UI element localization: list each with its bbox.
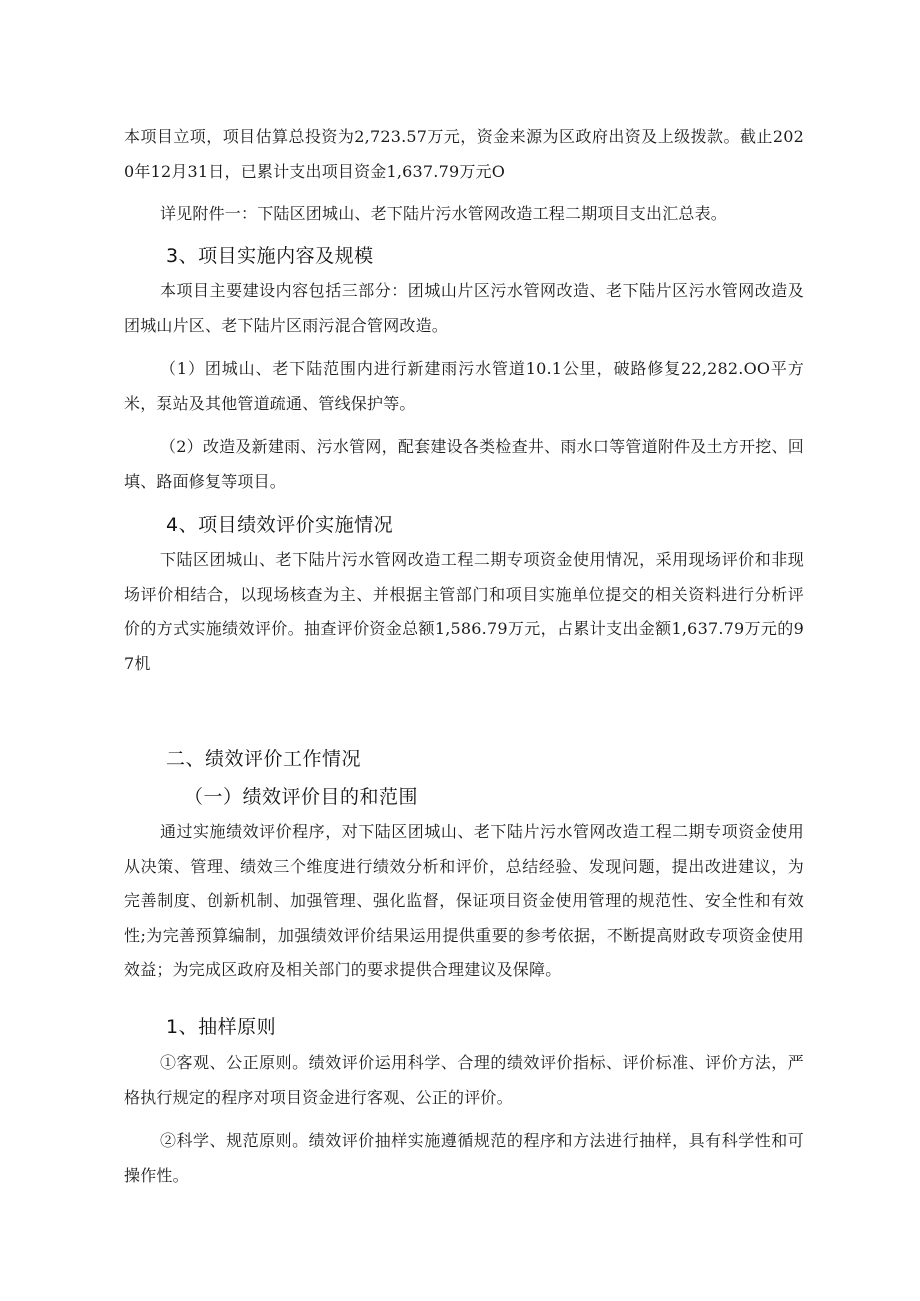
paragraph-purpose: 通过实施绩效评价程序，对下陆区团城山、老下陆片污水管网改造工程二期专项资金使用从决策、管理、绩效三个维度进行绩效分析和评价，总结经验、发现问题，提出改进建议，为完善制度、创新机制、加强管理、强化监督，保证项目资金使用管理的规范性、安全性和有效性;为完善预算编制，加强绩效评价结果运用提供重要的参考依据，不断提高财政专项资金使用效益；为完成区政府及相关部门的要求提供合理建议及保障。 (124, 822, 804, 979)
paragraph-evaluation-implementation: 下陆区团城山、老下陆片污水管网改造工程二期专项资金使用情况，采用现场评价和非现场评价相结合，以现场核查为主、并根据主管部门和项目实施单位提交的相关资料进行分析评价的方式实施绩效评价。抽查评价资金总额1,586.79万元，占累计支出金额1,637.79万元的97机 (124, 550, 804, 673)
paragraph-scope-item-1: （1）团城山、老下陆范围内进行新建雨污水管道10.1公里，破路修复22,282.OO平方米，泵站及其他管道疏通、管线保护等。 (124, 359, 804, 413)
paragraph-principle-scientific: ②科学、规范原则。绩效评价抽样实施遵循规范的程序和方法进行抽样，具有科学性和可操作性。 (124, 1131, 804, 1185)
heading-section-two: 二、绩效评价工作情况 (166, 748, 362, 770)
paragraph-principle-objective: ①客观、公正原则。绩效评价运用科学、合理的绩效评价指标、评价标准、评价方法，严格执行规定的程序对项目资金进行客观、公正的评价。 (124, 1053, 804, 1107)
paragraph-attachment: 详见附件一：下陆区团城山、老下陆片污水管网改造工程二期项目支出汇总表。 (160, 204, 728, 223)
paragraph-investment: 本项目立项，项目估算总投资为2,723.57万元，资金来源为区政府出资及上级拨款。截止2020年12月31日，已累计支出项目资金1,637.79万元O (124, 127, 804, 181)
paragraph-scope: 本项目主要建设内容包括三部分：团城山片区污水管网改造、老下陆片区污水管网改造及团城山片区、老下陆片区雨污混合管网改造。 (124, 281, 804, 335)
paragraph-scope-item-2: （2）改造及新建雨、污水管网，配套建设各类检查井、雨水口等管道附件及土方开挖、回填、路面修复等项目。 (124, 437, 804, 491)
heading-sampling-principles: 1、抽样原则 (166, 1016, 277, 1038)
heading-evaluation-implementation: 4、项目绩效评价实施情况 (166, 514, 394, 536)
heading-purpose-scope: （一）绩效评价目的和范围 (184, 786, 419, 808)
heading-project-scope: 3、项目实施内容及规模 (166, 245, 374, 267)
